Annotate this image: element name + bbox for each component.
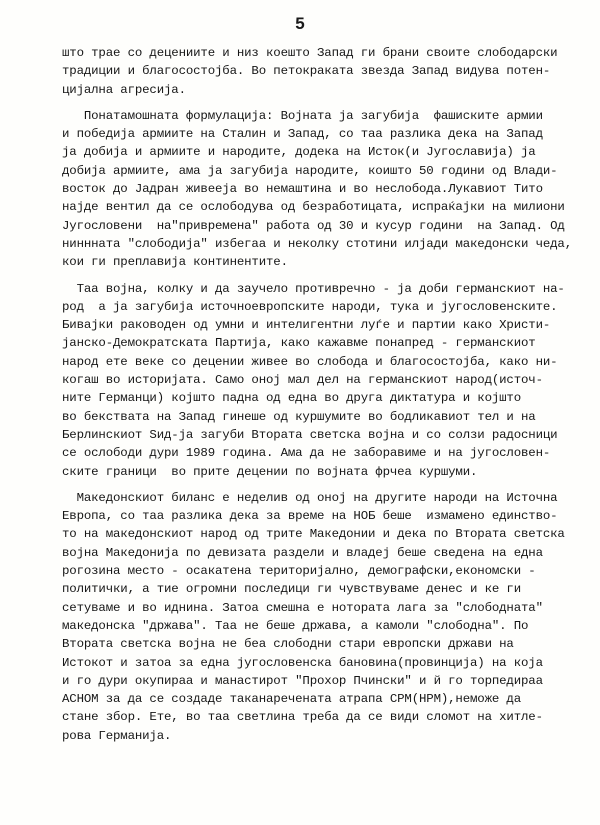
text-line: македонска "држава". Таа не беше држава, а камоли "слободна". По — [62, 618, 529, 633]
text-line: рогозина место - осакатена територијално, демографски,економски - — [62, 564, 536, 579]
text-line: и победија армиите на Сталин и Запад, со таа разлика дека на Запад — [62, 127, 543, 142]
text-line: цијална агресија. — [62, 82, 186, 97]
text-line: јанско-Демократската Партија, како кажавме понапред - германскиот — [62, 336, 536, 351]
paragraph — [62, 44, 582, 99]
text-line: политички, а тие огромни последици ги чувствуваме денес и ке ги — [62, 582, 521, 597]
paragraph — [62, 489, 582, 745]
text-line: Европа, со таа разлика дека за време на НОБ беше измамено единство- — [62, 509, 558, 524]
text-line: Бивајки раководен од умни и интелигентни луѓе и партии како Христи- — [62, 318, 551, 333]
text-line: што трае со децениите и низ коешто Запад ги брани своите слободарски — [62, 46, 558, 60]
text-line: род а ја загубија источноевропските народи, тука и југословенските. — [62, 299, 558, 314]
text-line: сетуваме и во иднина. Затоа смешна е нотората лага за "слободната" — [62, 600, 543, 615]
text-line: Понатамошната формулација: Војната ја загубија фашиските армии — [62, 108, 543, 123]
text-line: ските граници во прите децении по војната фрчеа куршуми. — [62, 464, 478, 479]
text-line: Македонскиот биланс е неделив од оној на другите народи на Источна — [62, 490, 558, 505]
text-line: традиции и благосостојба. Во петокраката звезда Запад видува потен- — [62, 64, 551, 79]
document-body — [62, 44, 582, 745]
text-line: војна Македонија по девизата раздели и владеј беше сведена на една — [62, 545, 543, 560]
text-line: и го дури окупираа и манастирот "Прохор Пчински" и й го торпедираа — [62, 673, 543, 688]
text-line: ниннната "слободија" избегаа и неколку стотини илјади македонски чеда, — [62, 236, 572, 251]
text-line: то на македонскиот народ од трите Македонии и дека по Втората светска — [62, 527, 565, 542]
text-line: народ ете веке со децении живее во слобода и благосостојба, како ни- — [62, 354, 558, 369]
text-line: Берлинскиот Sид-ја загуби Втората светска војна и со солзи радосници — [62, 427, 558, 442]
paragraph-gap — [62, 481, 582, 489]
text-line: се ослободи дури 1989 година. Ама да не заборавиме и на југословен- — [62, 446, 551, 461]
text-line: АСНОМ за да се создаде таканаречената атрапа СРМ(НРМ),неможе да — [62, 692, 521, 707]
text-line: кои ги преплавија континентите. — [62, 255, 288, 270]
page-number: 5 — [295, 14, 305, 33]
text-line: рова Германија. — [62, 728, 172, 743]
text-line: најде вентил да се ослободува од безработицата, испраќајки на милиони — [62, 200, 565, 215]
text-line: когаш во историјата. Само оној мал дел на германскиот народ(источ- — [62, 373, 543, 388]
text-line: Втората светска војна не беа слободни стари европски држави на — [62, 637, 514, 652]
text-line: Истокот и затоа за една југословенска бановина(провинција) на која — [62, 655, 543, 670]
text-line: ните Германци) којшто падна од една во друга диктатура и којшто — [62, 391, 521, 406]
text-line: во бекствата на Запад гинеше од куршумите во бодликавиот тел и на — [62, 409, 536, 424]
paragraph-gap — [62, 99, 582, 107]
text-line: восток до Јадран живееја во немаштина и во неслобода.Лукавиот Тито — [62, 182, 543, 197]
text-line: Таа војна, колку и да заучело противречно - ја доби германскиот на- — [62, 281, 565, 296]
text-line: Југословени на"привремена" работа од 30 и кусур години на Запад. Од — [62, 218, 565, 233]
text-line: ја добија и армиите и народите, додека на Исток(и Југославија) ја — [62, 145, 536, 160]
paragraph — [62, 280, 582, 481]
text-line: стане збор. Ете, во таа светлина треба да се види сломот на хитле- — [62, 710, 543, 725]
paragraph — [62, 107, 582, 272]
paragraph-gap — [62, 272, 582, 280]
text-line: добија армиите, ама ја загубија народите, коишто 50 години од Влади- — [62, 163, 558, 178]
